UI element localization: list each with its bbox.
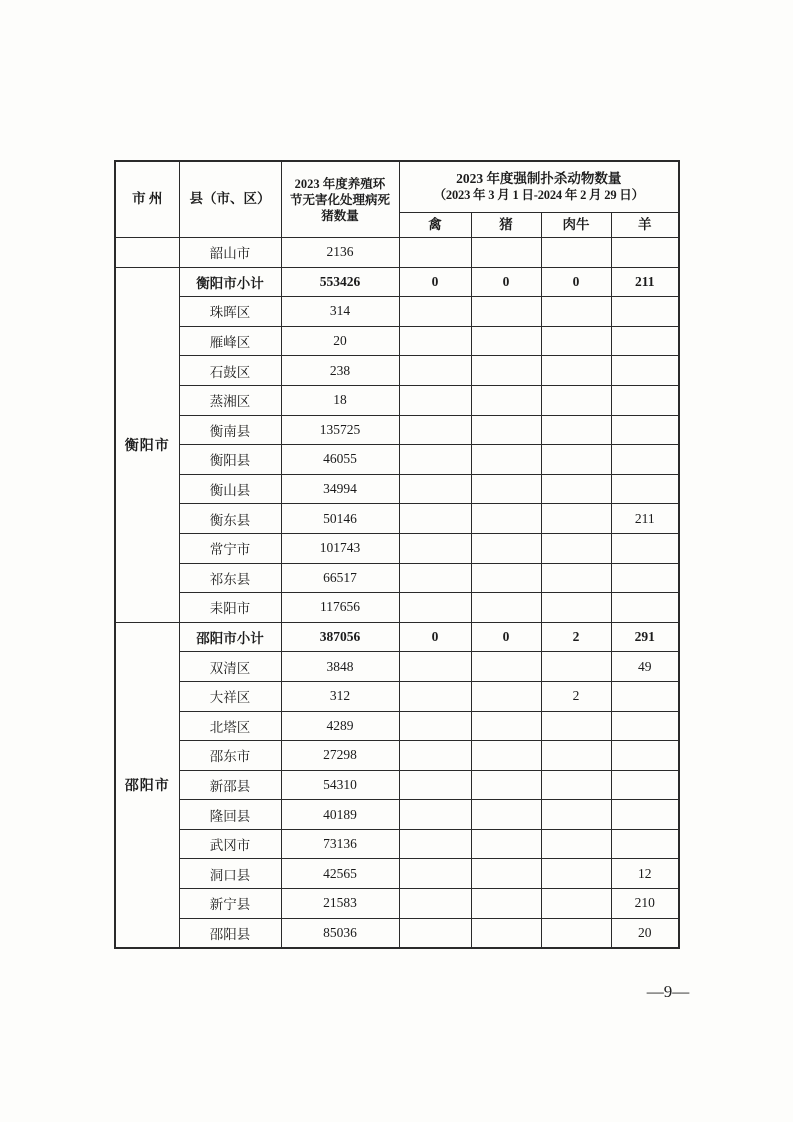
cattle-cell: 0 <box>541 267 611 297</box>
sheep-cell: 210 <box>611 889 679 919</box>
pig-cell <box>471 238 541 268</box>
disposal-cell: 117656 <box>281 593 399 623</box>
poultry-cell <box>399 829 471 859</box>
sheep-cell: 49 <box>611 652 679 682</box>
pig-cell <box>471 800 541 830</box>
poultry-cell <box>399 770 471 800</box>
disposal-cell: 4289 <box>281 711 399 741</box>
pig-cell: 0 <box>471 267 541 297</box>
table-row <box>115 741 679 771</box>
county-cell: 衡山县 <box>179 474 281 504</box>
table-row <box>115 859 679 889</box>
pig-cell <box>471 859 541 889</box>
sheep-cell: 211 <box>611 504 679 534</box>
table-row <box>115 681 679 711</box>
table-body <box>115 238 679 949</box>
sheep-cell <box>611 741 679 771</box>
county-cell: 祁东县 <box>179 563 281 593</box>
cattle-cell <box>541 297 611 327</box>
sheep-cell <box>611 593 679 623</box>
cattle-cell <box>541 918 611 948</box>
table-row <box>115 652 679 682</box>
pig-cell <box>471 593 541 623</box>
disposal-cell: 238 <box>281 356 399 386</box>
table-row <box>115 711 679 741</box>
disposal-cell: 18 <box>281 385 399 415</box>
table-row <box>115 770 679 800</box>
county-cell: 邵阳市小计 <box>179 622 281 652</box>
disposal-cell: 2136 <box>281 238 399 268</box>
pig-cell <box>471 711 541 741</box>
table-row <box>115 889 679 919</box>
county-cell: 耒阳市 <box>179 593 281 623</box>
disposal-cell: 387056 <box>281 622 399 652</box>
header-prefecture: 市 州 <box>115 161 179 238</box>
header-pig: 猪 <box>471 213 541 238</box>
header-cattle: 肉牛 <box>541 213 611 238</box>
prefecture-cell: 衡阳市 <box>115 267 179 622</box>
table-row <box>115 356 679 386</box>
county-cell: 双清区 <box>179 652 281 682</box>
prefecture-cell: 邵阳市 <box>115 622 179 948</box>
cattle-cell <box>541 356 611 386</box>
sheep-cell <box>611 445 679 475</box>
county-cell: 蒸湘区 <box>179 385 281 415</box>
table-row <box>115 800 679 830</box>
cattle-cell <box>541 238 611 268</box>
poultry-cell <box>399 474 471 504</box>
cattle-cell <box>541 533 611 563</box>
sheep-cell <box>611 356 679 386</box>
cattle-cell <box>541 770 611 800</box>
poultry-cell <box>399 711 471 741</box>
cattle-cell <box>541 593 611 623</box>
disposal-cell: 3848 <box>281 652 399 682</box>
pig-cell <box>471 533 541 563</box>
county-cell: 新邵县 <box>179 770 281 800</box>
pig-cell <box>471 741 541 771</box>
disposal-cell: 46055 <box>281 445 399 475</box>
sheep-cell <box>611 563 679 593</box>
poultry-cell <box>399 800 471 830</box>
table-row <box>115 829 679 859</box>
sheep-cell <box>611 238 679 268</box>
disposal-cell: 50146 <box>281 504 399 534</box>
table-header <box>115 161 679 238</box>
disposal-cell: 34994 <box>281 474 399 504</box>
poultry-cell <box>399 445 471 475</box>
cattle-cell <box>541 741 611 771</box>
sheep-cell <box>611 415 679 445</box>
disposal-cell: 21583 <box>281 889 399 919</box>
cattle-cell <box>541 326 611 356</box>
county-cell: 新宁县 <box>179 889 281 919</box>
sheep-cell <box>611 297 679 327</box>
disposal-cell: 73136 <box>281 829 399 859</box>
cattle-cell <box>541 385 611 415</box>
sheep-cell: 20 <box>611 918 679 948</box>
animal-disposal-table <box>114 160 680 949</box>
sheep-cell <box>611 681 679 711</box>
county-cell: 衡阳市小计 <box>179 267 281 297</box>
header-row-main <box>115 161 679 213</box>
disposal-cell: 40189 <box>281 800 399 830</box>
table-row <box>115 593 679 623</box>
sheep-cell <box>611 533 679 563</box>
table-row <box>115 918 679 948</box>
disposal-cell: 553426 <box>281 267 399 297</box>
poultry-cell <box>399 415 471 445</box>
county-cell: 大祥区 <box>179 681 281 711</box>
cattle-cell: 2 <box>541 622 611 652</box>
poultry-cell <box>399 504 471 534</box>
cattle-cell <box>541 415 611 445</box>
table-row <box>115 563 679 593</box>
pig-cell: 0 <box>471 622 541 652</box>
pig-cell <box>471 918 541 948</box>
subtotal-row <box>115 622 679 652</box>
table-row <box>115 297 679 327</box>
subtotal-row <box>115 267 679 297</box>
disposal-cell: 85036 <box>281 918 399 948</box>
pig-cell <box>471 770 541 800</box>
county-cell: 石鼓区 <box>179 356 281 386</box>
county-cell: 衡南县 <box>179 415 281 445</box>
table-row <box>115 533 679 563</box>
cattle-cell <box>541 829 611 859</box>
disposal-cell: 135725 <box>281 415 399 445</box>
prefecture-cell <box>115 238 179 268</box>
sheep-cell <box>611 770 679 800</box>
table-row <box>115 415 679 445</box>
header-cull-title-text: 2023 年度强制扑杀动物数量 <box>456 170 622 186</box>
cattle-cell: 2 <box>541 681 611 711</box>
poultry-cell: 0 <box>399 267 471 297</box>
cattle-cell <box>541 474 611 504</box>
pig-cell <box>471 385 541 415</box>
cattle-cell <box>541 504 611 534</box>
header-cull-date-range: （2023 年 3 月 1 日-2024 年 2 月 29 日） <box>433 187 644 202</box>
disposal-cell: 27298 <box>281 741 399 771</box>
sheep-cell <box>611 711 679 741</box>
county-cell: 常宁市 <box>179 533 281 563</box>
disposal-cell: 20 <box>281 326 399 356</box>
pig-cell <box>471 445 541 475</box>
cattle-cell <box>541 711 611 741</box>
header-disposal-line2: 节无害化处理病死 <box>289 192 390 207</box>
disposal-cell: 66517 <box>281 563 399 593</box>
cattle-cell <box>541 445 611 475</box>
poultry-cell <box>399 326 471 356</box>
poultry-cell <box>399 238 471 268</box>
pig-cell <box>471 829 541 859</box>
pig-cell <box>471 297 541 327</box>
poultry-cell <box>399 859 471 889</box>
poultry-cell <box>399 563 471 593</box>
county-cell: 洞口县 <box>179 859 281 889</box>
disposal-cell: 101743 <box>281 533 399 563</box>
poultry-cell: 0 <box>399 622 471 652</box>
header-sheep: 羊 <box>611 213 679 238</box>
poultry-cell <box>399 889 471 919</box>
table-row <box>115 385 679 415</box>
county-cell: 韶山市 <box>179 238 281 268</box>
sheep-cell <box>611 800 679 830</box>
table-row <box>115 326 679 356</box>
county-cell: 衡阳县 <box>179 445 281 475</box>
pig-cell <box>471 474 541 504</box>
cattle-cell <box>541 563 611 593</box>
table-row <box>115 504 679 534</box>
poultry-cell <box>399 741 471 771</box>
pig-cell <box>471 326 541 356</box>
sheep-cell: 211 <box>611 267 679 297</box>
header-cull-title <box>399 161 679 213</box>
cattle-cell <box>541 800 611 830</box>
pig-cell <box>471 356 541 386</box>
cattle-cell <box>541 859 611 889</box>
disposal-cell: 42565 <box>281 859 399 889</box>
table-row <box>115 238 679 268</box>
county-cell: 隆回县 <box>179 800 281 830</box>
county-cell: 武冈市 <box>179 829 281 859</box>
header-poultry: 禽 <box>399 213 471 238</box>
sheep-cell <box>611 474 679 504</box>
poultry-cell <box>399 385 471 415</box>
county-cell: 邵阳县 <box>179 918 281 948</box>
sheep-cell <box>611 326 679 356</box>
header-disposal <box>281 161 399 238</box>
pig-cell <box>471 504 541 534</box>
sheep-cell: 291 <box>611 622 679 652</box>
disposal-cell: 314 <box>281 297 399 327</box>
poultry-cell <box>399 918 471 948</box>
county-cell: 雁峰区 <box>179 326 281 356</box>
poultry-cell <box>399 356 471 386</box>
sheep-cell: 12 <box>611 859 679 889</box>
page-number: —9— <box>646 982 690 1001</box>
poultry-cell <box>399 681 471 711</box>
disposal-cell: 312 <box>281 681 399 711</box>
sheep-cell <box>611 829 679 859</box>
county-cell: 珠晖区 <box>179 297 281 327</box>
poultry-cell <box>399 593 471 623</box>
county-cell: 邵东市 <box>179 741 281 771</box>
pig-cell <box>471 889 541 919</box>
pig-cell <box>471 563 541 593</box>
header-disposal-line3: 猪数量 <box>321 208 359 223</box>
county-cell: 衡东县 <box>179 504 281 534</box>
pig-cell <box>471 652 541 682</box>
poultry-cell <box>399 652 471 682</box>
header-county: 县（市、区） <box>179 161 281 238</box>
table-row <box>115 474 679 504</box>
pig-cell <box>471 415 541 445</box>
cattle-cell <box>541 889 611 919</box>
poultry-cell <box>399 297 471 327</box>
header-disposal-line1: 2023 年度养殖环 <box>294 176 386 191</box>
poultry-cell <box>399 533 471 563</box>
table-row <box>115 445 679 475</box>
disposal-cell: 54310 <box>281 770 399 800</box>
cattle-cell <box>541 652 611 682</box>
county-cell: 北塔区 <box>179 711 281 741</box>
pig-cell <box>471 681 541 711</box>
sheep-cell <box>611 385 679 415</box>
